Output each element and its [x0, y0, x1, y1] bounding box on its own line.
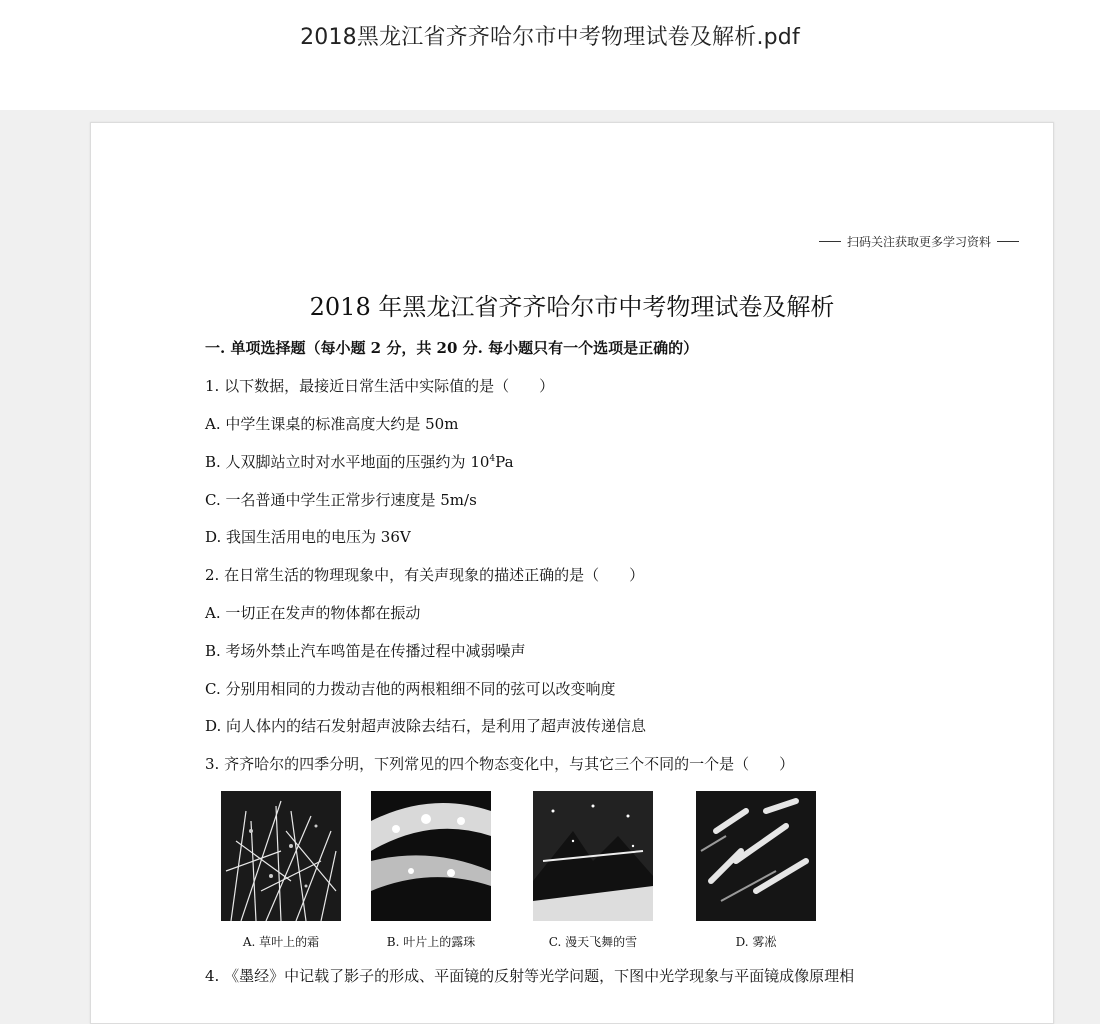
file-title: 2018黑龙江省齐齐哈尔市中考物理试卷及解析.pdf	[300, 25, 800, 50]
header-dash-right	[997, 241, 1019, 243]
q2-stem: 2. 在日常生活的物理现象中，有关声现象的描述正确的是（ ）	[205, 566, 645, 584]
snow-image	[533, 791, 653, 921]
q1-option-d: D. 我国生活用电的电压为 36V	[205, 528, 411, 546]
q1-option-b	[205, 451, 514, 472]
header-note	[813, 233, 1025, 250]
frost-image	[221, 791, 341, 921]
header-dash-left	[819, 241, 841, 243]
caption-a: A. 草叶上的霜	[242, 935, 320, 949]
q3-stem: 3. 齐齐哈尔的四季分明，下列常见的四个物态变化中，与其它三个不同的一个是（ ）	[205, 755, 795, 773]
q1-option-b-unit: Pa	[495, 453, 514, 471]
dew-photo	[371, 791, 491, 921]
caption-c: C. 漫天飞舞的雪	[548, 935, 638, 949]
q2-option-d: D. 向人体内的结石发射超声波除去结石，是利用了超声波传递信息	[205, 717, 647, 735]
q1-option-c: C. 一名普通中学生正常步行速度是 5m/s	[205, 491, 477, 509]
q4-stem: 4. 《墨经》中记载了影子的形成、平面镜的反射等光学问题，下图中光学现象与平面镜成像原理相	[205, 967, 855, 985]
snow-photo	[533, 791, 653, 921]
header-note-text: 扫码关注获取更多学习资料	[846, 235, 991, 249]
document-title: 2018 年黑龙江省齐齐哈尔市中考物理试卷及解析	[309, 293, 835, 321]
q2-option-a: A. 一切正在发声的物体都在振动	[205, 604, 421, 622]
q1-stem: 1. 以下数据，最接近日常生活中实际值的是（ ）	[205, 377, 555, 395]
frost-photo	[221, 791, 341, 921]
q2-option-b: B. 考场外禁止汽车鸣笛是在传播过程中减弱噪声	[205, 642, 526, 660]
q2-option-c: C. 分别用相同的力拨动吉他的两根粗细不同的弦可以改变响度	[205, 680, 616, 698]
q1-option-b-exponent: 4	[489, 454, 496, 464]
rime-photo	[696, 791, 816, 921]
pdf-page[interactable]	[90, 122, 1054, 1024]
rime-image	[696, 791, 816, 921]
q1-option-a: A. 中学生课桌的标准高度大约是 50m	[205, 415, 459, 433]
viewer-toolbar	[0, 0, 1100, 110]
q3-figures	[221, 791, 851, 949]
dew-image	[371, 791, 491, 921]
caption-b: B. 叶片上的露珠	[386, 935, 476, 949]
section-heading: 一. 单项选择题（每小题 2 分，共 20 分. 每小题只有一个选项是正确的）	[205, 339, 699, 357]
q1-option-b-text: B. 人双脚站立时对水平地面的压强约为 10	[205, 453, 490, 471]
caption-d: D. 雾凇	[735, 935, 777, 949]
